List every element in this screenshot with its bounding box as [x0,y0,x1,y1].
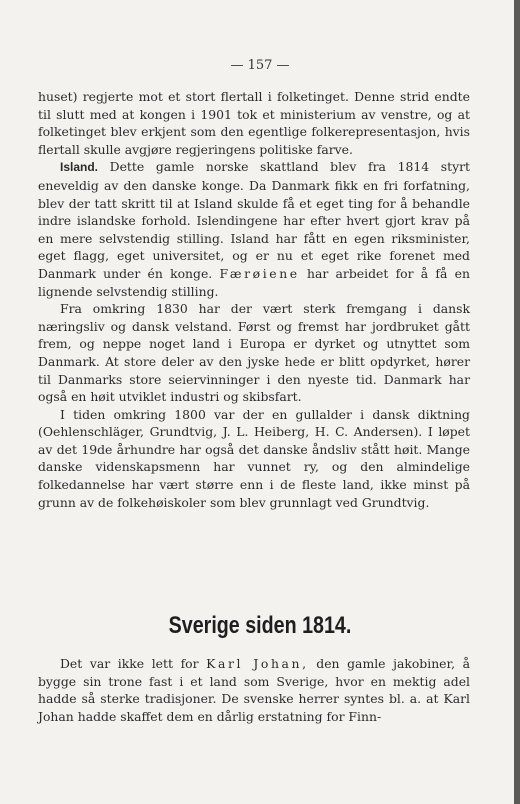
body-text-lower [38,655,470,725]
paragraph-island [38,158,470,300]
karl-johan-spaced: Karl Johan, [206,656,309,671]
karl-johan-text: den gamle jakobiner, å bygge sin trone fast i et land som Sverige, hvor en mektig adel hadde så sterke tradisjoner. De svenske herrer syntes bl. a. at Karl Johan hadde skaffet dem en dårlig erstatning for Finn- [38,656,471,724]
paragraph-culture: I tiden omkring 1800 var der en gullalder i dansk diktning (Oehlenschläger, Grundtvig, J. L. Heiberg, H. C. Andersen). I løpet av det 19de århundre har også det danske åndsliv stått høit. Mange danske videnskapsmenn har vunnet ry, og den almindelige folkedannelse har vært større enn i de fleste land, ikke minst på grunn av de folkehøiskoler som blev grunnlagt ved Grundtvig. [38,406,470,510]
paragraph-economy: Fra omkring 1830 har der vært sterk fremgang i dansk næringsliv og dansk velstand. Først og fremst har jordbruket gått frem, og neppe noget land i Europa er dyrket og utnyttet som Danmark. At store deler av den jyske hede er blitt opdyrket, hører til Danmarks store seiervinninger i den nyeste tid. Danmark har også en høit utviklet industri og skibsfart. [38,301,470,405]
body-text-upper [38,88,470,511]
paragraph-karl-johan [38,655,470,725]
page-number: — 157 — [230,58,290,73]
island-text: Dette gamle norske skattland blev fra 1814 styrt eneveldig av den danske konge. Da Danmark fikk en fri forfatning, blev der tatt skritt til at Island skulde få et eget ting for å behandle indre islandske forhold. Islendingene har efter hvert gjort krav på en mere selvstendig stilling. Island har fått en egen riksminister, eget flagg, eget universitet, og er nu et eget rike forenet med Danmark under én konge. [38,159,470,281]
page-edge-shadow [514,0,520,804]
faeroe-text: har arbeidet for å få en lignende selvstendig stilling. [38,265,470,299]
chapter-title: Sverige siden 1814. [168,612,352,639]
faeroe-spaced: Færøiene [219,265,300,281]
island-sidehead: Island. [60,160,99,175]
paragraph-denmark-politics: huset) regjerte mot et stort flertall i folketinget. Denne strid endte til slutt med at kongen i 1901 tok et ministerium av venstre, og at folketinget blev erkjent som den egentlige folkerepresentasjon, hvis flertall skulle avgjøre regjeringens politiske farve. [38,89,470,157]
karl-johan-intro: Det var ikke lett for [60,656,199,671]
